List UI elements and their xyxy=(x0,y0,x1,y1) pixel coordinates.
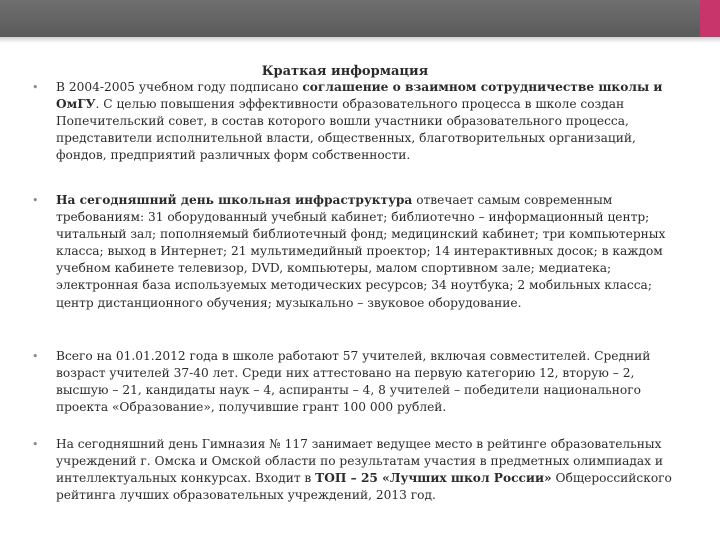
bullet-item xyxy=(20,192,680,312)
bullet-item xyxy=(20,348,680,416)
bullet-text: На сегодняшний день школьная инфраструктура отвечает самым современным требованиям: 31 оборудованный учебный кабинет; библиотечно – информационный центр; читальный зал; пополняемый библиотечный фонд; медицинский кабинет; три компьютерных класса; выход в Интернет; 21 мультимедийный проектор; 14 интерактивных досок; в каждом учебном кабинете телевизор, DVD, компьютеры, малом спортивном зале; медиатека; электронная база используемых методических ресурсов; 34 ноутбука; 2 мобильных класса; центр дистанционного обучения; музыкально – звуковое оборудование. xyxy=(56,193,666,310)
bullet-icon: • xyxy=(32,194,39,207)
bullet-icon: • xyxy=(32,438,39,451)
bullet-item xyxy=(20,436,680,504)
slide-title: Краткая информация xyxy=(261,64,429,79)
bullet-text: На сегодняшний день Гимназия № 117 занимает ведущее место в рейтинге образовательных учреждений г. Омска и Омской области по результатам участия в предметных олимпиадах и интеллектуальных конкурсах. Входит в ТОП – 25 «Лучших школ России» Общероссийского рейтинга лучших образовательных учреждений, 2013 год. xyxy=(56,437,672,503)
bullet-icon: • xyxy=(32,350,39,363)
bullet-text: В 2004-2005 учебном году подписано соглашение о взаимном сотрудничестве школы и ОмГУ. С целью повышения эффективности образовательного процесса в школе создан Попечительский совет, в состав которого вошли участники образовательного процесса, представители исполнительной власти, общественных, благотворительных организаций, фондов, предприятий различных форм собственности. xyxy=(56,80,663,163)
bullet-text: Всего на 01.01.2012 года в школе работают 57 учителей, включая совместителей. Средний возраст учителей 37-40 лет. Среди них аттестовано на первую категорию 12, вторую – 2, высшую – 21, кандидаты наук – 4, аспиранты – 4, 8 учителей – победители национального проекта «Образование», получившие грант 100 000 рублей. xyxy=(56,349,651,415)
bullet-icon: • xyxy=(32,81,39,94)
bullet-item xyxy=(20,79,680,164)
